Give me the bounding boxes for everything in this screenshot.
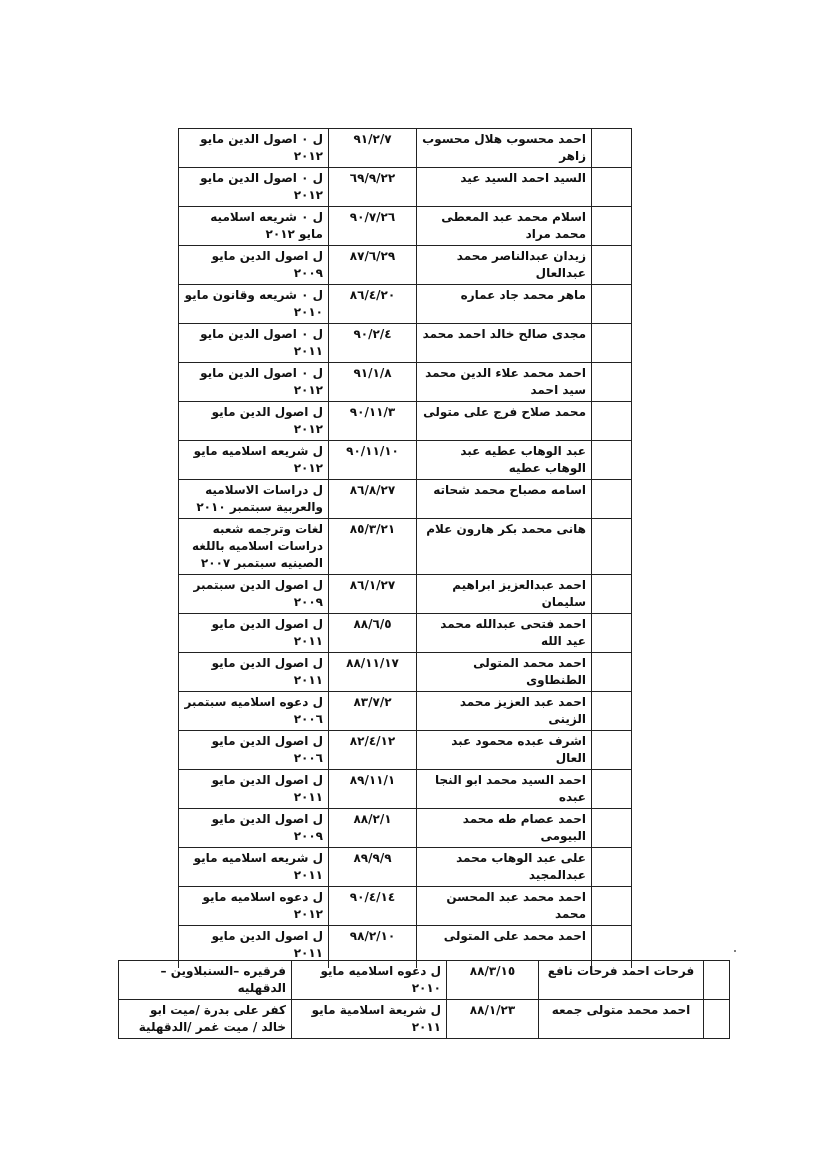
qualification-cell: ل اصول الدين مايو ٢٠١٢: [179, 402, 329, 441]
name-cell: هانى محمد بكر هارون علام: [417, 519, 592, 575]
name-cell: احمد عبدالعزيز ابراهيم سليمان: [417, 575, 592, 614]
qualification-cell: ل دعوه اسلاميه مايو ٢٠١٠: [292, 961, 447, 1000]
birth-date-cell: ٨٩/٩/٩: [329, 848, 417, 887]
birth-date-cell: ٨٨/٦/٥: [329, 614, 417, 653]
birth-date-cell: ٨٨/١/٢٣: [447, 1000, 539, 1039]
name-cell: مجدى صالح خالد احمد محمد: [417, 324, 592, 363]
index-cell: [592, 692, 632, 731]
name-cell: احمد محمد علاء الدين محمد سيد احمد: [417, 363, 592, 402]
table-row: [179, 519, 632, 575]
index-cell: [592, 770, 632, 809]
index-cell: [704, 1000, 730, 1039]
candidates-table-body: [179, 129, 632, 968]
table-row: [179, 731, 632, 770]
table-row: [179, 770, 632, 809]
birth-date-cell: ٨٣/٧/٢: [329, 692, 417, 731]
qualification-cell: ل اصول الدين مايو ٢٠١١: [179, 926, 329, 968]
name-cell: احمد عصام طه محمد البيومى: [417, 809, 592, 848]
table-row: [179, 168, 632, 207]
index-cell: [592, 402, 632, 441]
index-cell: [592, 480, 632, 519]
name-cell: احمد محمد المتولى الطنطاوى: [417, 653, 592, 692]
name-cell: عبد الوهاب عطيه عبد الوهاب عطيه: [417, 441, 592, 480]
table-row: [179, 480, 632, 519]
table-row: [179, 809, 632, 848]
birth-date-cell: ٨٢/٤/١٢: [329, 731, 417, 770]
name-cell: اشرف عبده محمود عبد العال: [417, 731, 592, 770]
birth-date-cell: ٩٠/٤/١٤: [329, 887, 417, 926]
qualification-cell: ل اصول الدين مايو ٢٠١١: [179, 653, 329, 692]
birth-date-cell: ٨٨/٢/١: [329, 809, 417, 848]
table-row: [179, 653, 632, 692]
qualification-cell: ل شريعه اسلاميه مايو ٢٠١٢: [179, 441, 329, 480]
scan-speck: [734, 950, 736, 952]
additional-candidates-table-body: [119, 961, 730, 1039]
birth-date-cell: ٩٨/٢/١٠: [329, 926, 417, 968]
birth-date-cell: ٨٨/٣/١٥: [447, 961, 539, 1000]
index-cell: [592, 246, 632, 285]
qualification-cell: لغات وترجمه شعبه دراسات اسلاميه باللغه الصينيه سبتمبر ٢٠٠٧: [179, 519, 329, 575]
index-cell: [592, 363, 632, 402]
qualification-cell: ل دعوه اسلاميه سبتمبر ٢٠٠٦: [179, 692, 329, 731]
name-cell: احمد محسوب هلال محسوب زاهر: [417, 129, 592, 168]
qualification-cell: ل ٠ اصول الدين مايو ٢٠١٢: [179, 363, 329, 402]
table-row: [119, 961, 730, 1000]
table-row: [179, 363, 632, 402]
qualification-cell: ل اصول الدين سبتمبر ٢٠٠٩: [179, 575, 329, 614]
name-cell: احمد محمد على المتولى: [417, 926, 592, 968]
table-row: [179, 614, 632, 653]
birth-date-cell: ٩٠/١١/١٠: [329, 441, 417, 480]
table-row: [179, 402, 632, 441]
qualification-cell: ل اصول الدين مايو ٢٠١١: [179, 770, 329, 809]
index-cell: [592, 575, 632, 614]
index-cell: [592, 324, 632, 363]
birth-date-cell: ٩٠/١١/٣: [329, 402, 417, 441]
name-cell: احمد عبد العزيز محمد الزينى: [417, 692, 592, 731]
table-row: [179, 207, 632, 246]
table-row: [179, 324, 632, 363]
table-row: [179, 692, 632, 731]
table-row: [119, 1000, 730, 1039]
index-cell: [592, 809, 632, 848]
index-cell: [592, 207, 632, 246]
table-row: [179, 129, 632, 168]
qualification-cell: ل دعوه اسلاميه مايو ٢٠١٢: [179, 887, 329, 926]
birth-date-cell: ٩١/٢/٧: [329, 129, 417, 168]
index-cell: [592, 653, 632, 692]
birth-date-cell: ٩٠/٢/٤: [329, 324, 417, 363]
birth-date-cell: ٨٨/١١/١٧: [329, 653, 417, 692]
qualification-cell: ل ٠ شريعه اسلاميه مايو ٢٠١٢: [179, 207, 329, 246]
address-cell: فرقيره –السنبلاوين – الدقهليه: [119, 961, 292, 1000]
qualification-cell: ل شريعة اسلامية مايو ٢٠١١: [292, 1000, 447, 1039]
qualification-cell: ل ٠ شريعه وقانون مايو ٢٠١٠: [179, 285, 329, 324]
name-cell: احمد محمد عبد المحسن محمد: [417, 887, 592, 926]
table-row: [179, 285, 632, 324]
index-cell: [592, 887, 632, 926]
index-cell: [592, 614, 632, 653]
name-cell: احمد السيد محمد ابو النجا عبده: [417, 770, 592, 809]
birth-date-cell: ٨٦/١/٢٧: [329, 575, 417, 614]
table-row: [179, 575, 632, 614]
qualification-cell: ل اصول الدين مايو ٢٠٠٩: [179, 246, 329, 285]
qualification-cell: ل شريعه اسلاميه مايو ٢٠١١: [179, 848, 329, 887]
birth-date-cell: ٨٧/٦/٢٩: [329, 246, 417, 285]
table-row: [179, 887, 632, 926]
name-cell: احمد محمد متولى جمعه: [539, 1000, 704, 1039]
birth-date-cell: ٩٠/٧/٢٦: [329, 207, 417, 246]
index-cell: [704, 961, 730, 1000]
qualification-cell: ل اصول الدين مايو ٢٠٠٦: [179, 731, 329, 770]
index-cell: [592, 731, 632, 770]
index-cell: [592, 441, 632, 480]
index-cell: [592, 129, 632, 168]
birth-date-cell: ٨٦/٤/٢٠: [329, 285, 417, 324]
index-cell: [592, 848, 632, 887]
index-cell: [592, 168, 632, 207]
qualification-cell: ل اصول الدين مايو ٢٠١١: [179, 614, 329, 653]
table-row: [179, 848, 632, 887]
name-cell: فرحات احمد فرحات نافع: [539, 961, 704, 1000]
name-cell: زيدان عبدالناصر محمد عبدالعال: [417, 246, 592, 285]
qualification-cell: ل ٠ اصول الدين مايو ٢٠١٢: [179, 129, 329, 168]
qualification-cell: ل ٠ اصول الدين مايو ٢٠١١: [179, 324, 329, 363]
name-cell: السيد احمد السيد عيد: [417, 168, 592, 207]
birth-date-cell: ٨٩/١١/١: [329, 770, 417, 809]
table-row: [179, 441, 632, 480]
name-cell: اسلام محمد عبد المعطى محمد مراد: [417, 207, 592, 246]
name-cell: اسامه مصباح محمد شحاته: [417, 480, 592, 519]
name-cell: على عبد الوهاب محمد عبدالمجيد: [417, 848, 592, 887]
address-cell: كفر على بدرة /ميت ابو خالد / ميت غمر /الدقهلية: [119, 1000, 292, 1039]
qualification-cell: ل اصول الدين مايو ٢٠٠٩: [179, 809, 329, 848]
index-cell: [592, 519, 632, 575]
birth-date-cell: ٨٦/٨/٢٧: [329, 480, 417, 519]
name-cell: محمد صلاح فرج على متولى: [417, 402, 592, 441]
candidates-table: [178, 128, 632, 968]
additional-candidates-table: [118, 960, 730, 1039]
table-row: [179, 246, 632, 285]
birth-date-cell: ٩١/١/٨: [329, 363, 417, 402]
birth-date-cell: ٨٥/٣/٢١: [329, 519, 417, 575]
index-cell: [592, 285, 632, 324]
birth-date-cell: ٦٩/٩/٢٢: [329, 168, 417, 207]
name-cell: احمد فتحى عبدالله محمد عيد الله: [417, 614, 592, 653]
qualification-cell: ل دراسات الاسلاميه والعربية سبتمبر ٢٠١٠: [179, 480, 329, 519]
qualification-cell: ل ٠ اصول الدين مايو ٢٠١٢: [179, 168, 329, 207]
name-cell: ماهر محمد جاد عماره: [417, 285, 592, 324]
